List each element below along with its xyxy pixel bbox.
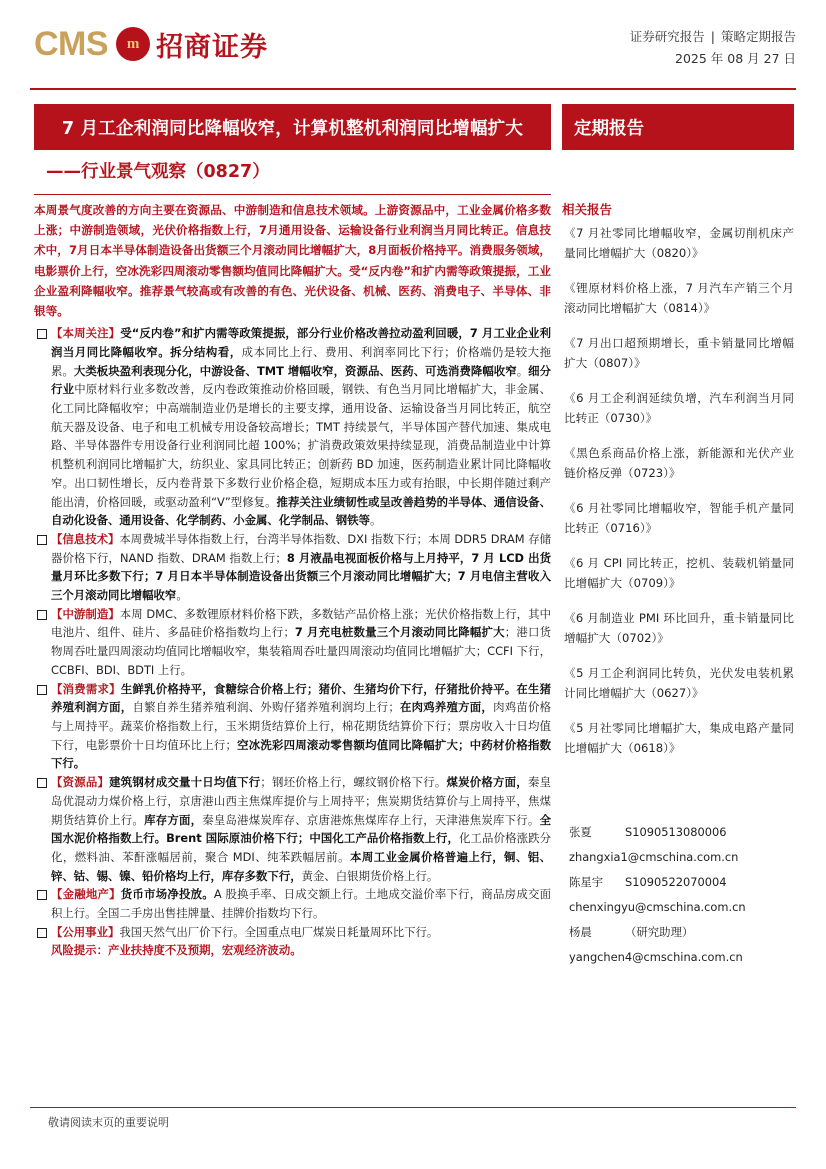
logo-cms-text: CMS <box>34 24 109 63</box>
bullet-emphasis: 细分行业 <box>51 363 551 397</box>
analyst-cert: S1090522070004 <box>625 875 727 889</box>
report-subtitle: ——行业景气观察（0827） <box>46 162 270 182</box>
report-title: 7 月工企利润同比降幅收窄，计算机整机利润同比增幅扩大 <box>34 104 551 150</box>
bullet-item <box>34 885 551 922</box>
footer-disclaimer: 敬请阅读末页的重要说明 <box>48 1116 169 1129</box>
report-date: 2025 年 08 月 27 日 <box>675 51 796 66</box>
bullet-emphasis: 生鲜乳价格持平，食糖综合价格上行；猪价、生猪均价下行，仔猪批价持平。在生猪养殖利润方面， <box>51 681 551 715</box>
logo-mark-icon: m <box>116 27 150 61</box>
bullet-tag: 【金融地产】 <box>51 887 121 902</box>
bullet-text: A 股换手率、日成交额上行。土地成交溢价率下行，商品房成交面积上行。全国二手房出售挂牌量、挂牌价指数均下行。 <box>51 887 551 921</box>
analyst-email[interactable]: yangchen4@cmschina.com.cn <box>569 950 743 964</box>
analyst-email[interactable]: chenxingyu@cmschina.com.cn <box>569 900 746 914</box>
bullet-text: 。 <box>516 363 529 378</box>
bullet-emphasis: 煤炭价格方面， <box>446 775 528 790</box>
analyst-row <box>569 920 795 945</box>
risk-warning: 风险提示：产业扶持度不及预期，宏观经济波动。 <box>51 943 302 958</box>
bullet-item <box>34 324 551 530</box>
bullet-tag: 【本周关注】 <box>51 326 121 341</box>
summary-paragraph: 本周景气度改善的方向主要在资源品、中游制造和信息技术领域。上游资源品中，工业金属价格多数上涨；中游制造领域，光伏价格指数上行，7月通用设备、运输设备行业利润当月同比转正。信息技术中，7月日本半导体制造设备出货额三个月滚动同比增幅扩大，8月面板价格持平。消费服务领域，电影票价上行，空冰洗彩四周滚动零售额均值同比降幅扩大。受“反内卷”和扩内需等政策提振，工业企业盈利降幅收窄。推荐景气较高或有改善的有色、光伏设备、机械、医药、消费电子、半导体、非银等。 <box>34 203 551 319</box>
analyst-email[interactable]: zhangxia1@cmschina.com.cn <box>569 850 739 864</box>
header-meta <box>630 26 796 70</box>
related-report-link[interactable]: 《6 月制造业 PMI 环比回升，重卡销量同比增幅扩大（0702）》 <box>564 610 794 645</box>
bullet-text: 本周费城半导体指数上行，台湾半导体指数、DXI 指数下行；本周 DDR5 DRAM 存储器价格下行，NAND 指数、DRAM 指数上行； <box>51 531 551 565</box>
main-column <box>34 200 551 960</box>
bullet-text: 秦皇岛港煤炭库存、京唐港炼焦煤库存上行，天津港焦炭库下行。 <box>202 812 540 827</box>
bullet-item <box>34 773 551 885</box>
bullet-text: 中原材料行业多数改善，反内卷政策推动价格回暖，钢铁、有色当月同比增幅扩大，非金属、化工同比降幅收窄；中高端制造业仍是增长的主要支撑，通用设备、运输设备当月同比转正，航空航天器及设备、电子和电工机械专用设备较高增长；TMT 持续景气，半导体国产替代加速、集成电路、半导体器件专用设备行业利润同比超 100%；扩消费政策效果持续显现，消费品制造业中计算机整机利润同比增幅扩大，纺织业、家具同比转正；创新药 BD 加速，医药制造业累计同比降幅收窄。出口韧性增长，反内卷背景下多数行业价格企稳，短期成本压力或有抬眼，中长期伴随过剩产能出清，价格回暖，或驱动盈利“V”型修复。 <box>51 382 551 509</box>
related-reports-heading: 相关报告 <box>562 202 613 217</box>
bullet-list <box>34 324 551 941</box>
header-separator: | <box>710 29 715 44</box>
related-reports-list <box>562 223 794 759</box>
bullet-emphasis: 建筑钢材成交量十日均值下行 <box>109 775 261 790</box>
analyst-block <box>569 820 795 970</box>
related-report-link[interactable]: 《5 月工企利润同比转负，光伏发电装机累计同比增幅扩大（0627）》 <box>564 665 794 700</box>
footer-rule <box>30 1107 796 1108</box>
bullet-text: 。 <box>176 588 188 603</box>
bullet-emphasis: 空冰洗彩四周滚动零售额均值同比降幅扩大；中药材价格指数下行。 <box>51 737 551 771</box>
bullet-emphasis: 受“反内卷”和扩内需等政策提振，部分行业价格改善拉动盈利回暖，7 月工业企业利润当月同比降幅收窄。拆分结构看， <box>51 326 551 359</box>
related-report-link[interactable]: 《锂原材料价格上涨，7 月汽车产销三个月滚动同比增幅扩大（0814）》 <box>564 280 794 315</box>
bullet-text: 秦皇岛优混动力煤价格上行，京唐港山西主焦煤库提价与上周持平；焦炭期货结算价与上周持平，焦煤期货结算价上行。 <box>51 775 551 827</box>
bullet-text: 。 <box>369 513 382 528</box>
bullet-text: 肉鸡苗价格与上周持平。蔬菜价格指数上行，玉米期货结算价上行，棉花期货结算价下行；票房收入十日均值下行，电影票价十日均值环比上行； <box>51 700 551 752</box>
related-report-link[interactable]: 《黑色系商品价格上涨，新能源和光伏产业链价格反弹（0723）》 <box>564 445 794 480</box>
header-rule <box>30 88 796 90</box>
bullet-text: 成本同比上行、费用、利润率同比下行；价格端仍是较大拖累。 <box>51 344 551 378</box>
bullet-item <box>34 680 551 774</box>
report-kind: 策略定期报告 <box>720 29 796 44</box>
subtitle-rule <box>34 194 551 195</box>
side-column <box>562 200 794 773</box>
logo-cn-text: 招商证券 <box>156 31 269 63</box>
bullet-emphasis: 7 月充电桩数量三个月滚动同比降幅扩大 <box>294 625 505 640</box>
related-report-link[interactable]: 《6 月 CPI 同比转正，挖机、装载机销量同比增幅扩大（0709）》 <box>564 555 794 590</box>
related-report-link[interactable]: 《7 月出口超预期增长，重卡销量同比增幅扩大（0807）》 <box>564 335 794 370</box>
analyst-name: 陈星宇 <box>569 875 604 889</box>
analyst-row <box>569 870 795 895</box>
bullet-emphasis: 库存方面， <box>144 812 203 827</box>
bullet-emphasis: 推荐关注业绩韧性或呈改善趋势的半导体、通信设备、自动化设备、通用设备、化学制药、小金属、化学制品、钢铁等 <box>51 494 551 528</box>
bullet-emphasis: 8 月液晶电视面板价格与上月持平，7 月 LCD 出货量月环比多数下行；7 月日本半导体制造设备出货额三个月滚动同比增幅扩大；7 月电信主营收入三个月滚动同比增幅收窄 <box>51 550 551 603</box>
bullet-item <box>34 530 551 605</box>
related-report-link[interactable]: 《5 月社零同比增幅扩大，集成电路产量同比增幅扩大（0618）》 <box>564 720 794 755</box>
bullet-text: 我国天然气出厂价下行。全国重点电厂煤炭日耗量周环比下行。 <box>119 924 439 939</box>
bullet-text: 黄金、白银期货价格上行。 <box>301 868 439 883</box>
report-type-tag: 定期报告 <box>562 104 794 150</box>
company-logo <box>34 22 294 66</box>
bullet-emphasis: 全国水泥价格指数上行。Brent 国际原油价格下行；中国化工产品价格指数上行， <box>51 812 551 846</box>
bullet-tag: 【资源品】 <box>51 775 110 790</box>
bullet-tag: 【信息技术】 <box>51 531 120 546</box>
bullet-text: ；港口货物周吞吐量四周滚动均值同比增幅收窄，集装箱周吞吐量四周滚动均值同比增幅扩大；CCFI 下行，CCBFI、BDI、BDTI 上行。 <box>51 625 551 677</box>
analyst-row <box>569 820 795 845</box>
bullet-tag: 【中游制造】 <box>51 606 120 621</box>
analyst-cert: S1090513080006 <box>625 825 727 839</box>
analyst-cert: （研究助理） <box>625 925 694 939</box>
bullet-text: 自繁自养生猪养殖利润、外购仔猪养殖利润均上行； <box>132 700 400 715</box>
bullet-text: 化工品价格涨跌分化，燃料油、苯酐涨幅居前，聚合 MDI、纯苯跌幅居前。 <box>51 831 551 864</box>
bullet-tag: 【消费需求】 <box>51 681 121 696</box>
bullet-tag: 【公用事业】 <box>51 924 120 939</box>
report-category: 证券研究报告 <box>629 29 705 44</box>
related-report-link[interactable]: 《7 月社零同比增幅收窄，金属切削机床产量同比增幅扩大（0820）》 <box>564 225 794 260</box>
bullet-emphasis: 大类板块盈利表现分化，中游设备、TMT 增幅收窄，资源品、医药、可选消费降幅收窄 <box>73 363 517 378</box>
bullet-item <box>34 605 551 680</box>
bullet-item <box>34 923 551 942</box>
bullet-emphasis: 在肉鸡养殖方面， <box>399 700 494 715</box>
related-report-link[interactable]: 《6 月社零同比增幅收窄，智能手机产量同比转正（0716）》 <box>564 500 794 535</box>
analyst-name: 杨晨 <box>569 925 592 939</box>
bullet-emphasis: 本周工业金属价格普遍上行，铜、铝、锌、钴、锡、镍、铅价格均上行，库存多数下行， <box>51 849 551 883</box>
bullet-text: 本周 DMC、多数锂原材料价格下跌，多数钴产品价格上涨；光伏价格指数上行，其中电池片、组件、硅片、多晶硅价格指数均上行； <box>51 606 551 640</box>
related-report-link[interactable]: 《6 月工企利润延续负增，汽车利润当月同比转正（0730）》 <box>564 390 794 425</box>
analyst-name: 张夏 <box>569 825 592 839</box>
bullet-emphasis: 货币市场净投放。 <box>120 887 214 902</box>
bullet-text: ；钢坯价格上行，螺纹钢价格下行。 <box>260 775 447 790</box>
